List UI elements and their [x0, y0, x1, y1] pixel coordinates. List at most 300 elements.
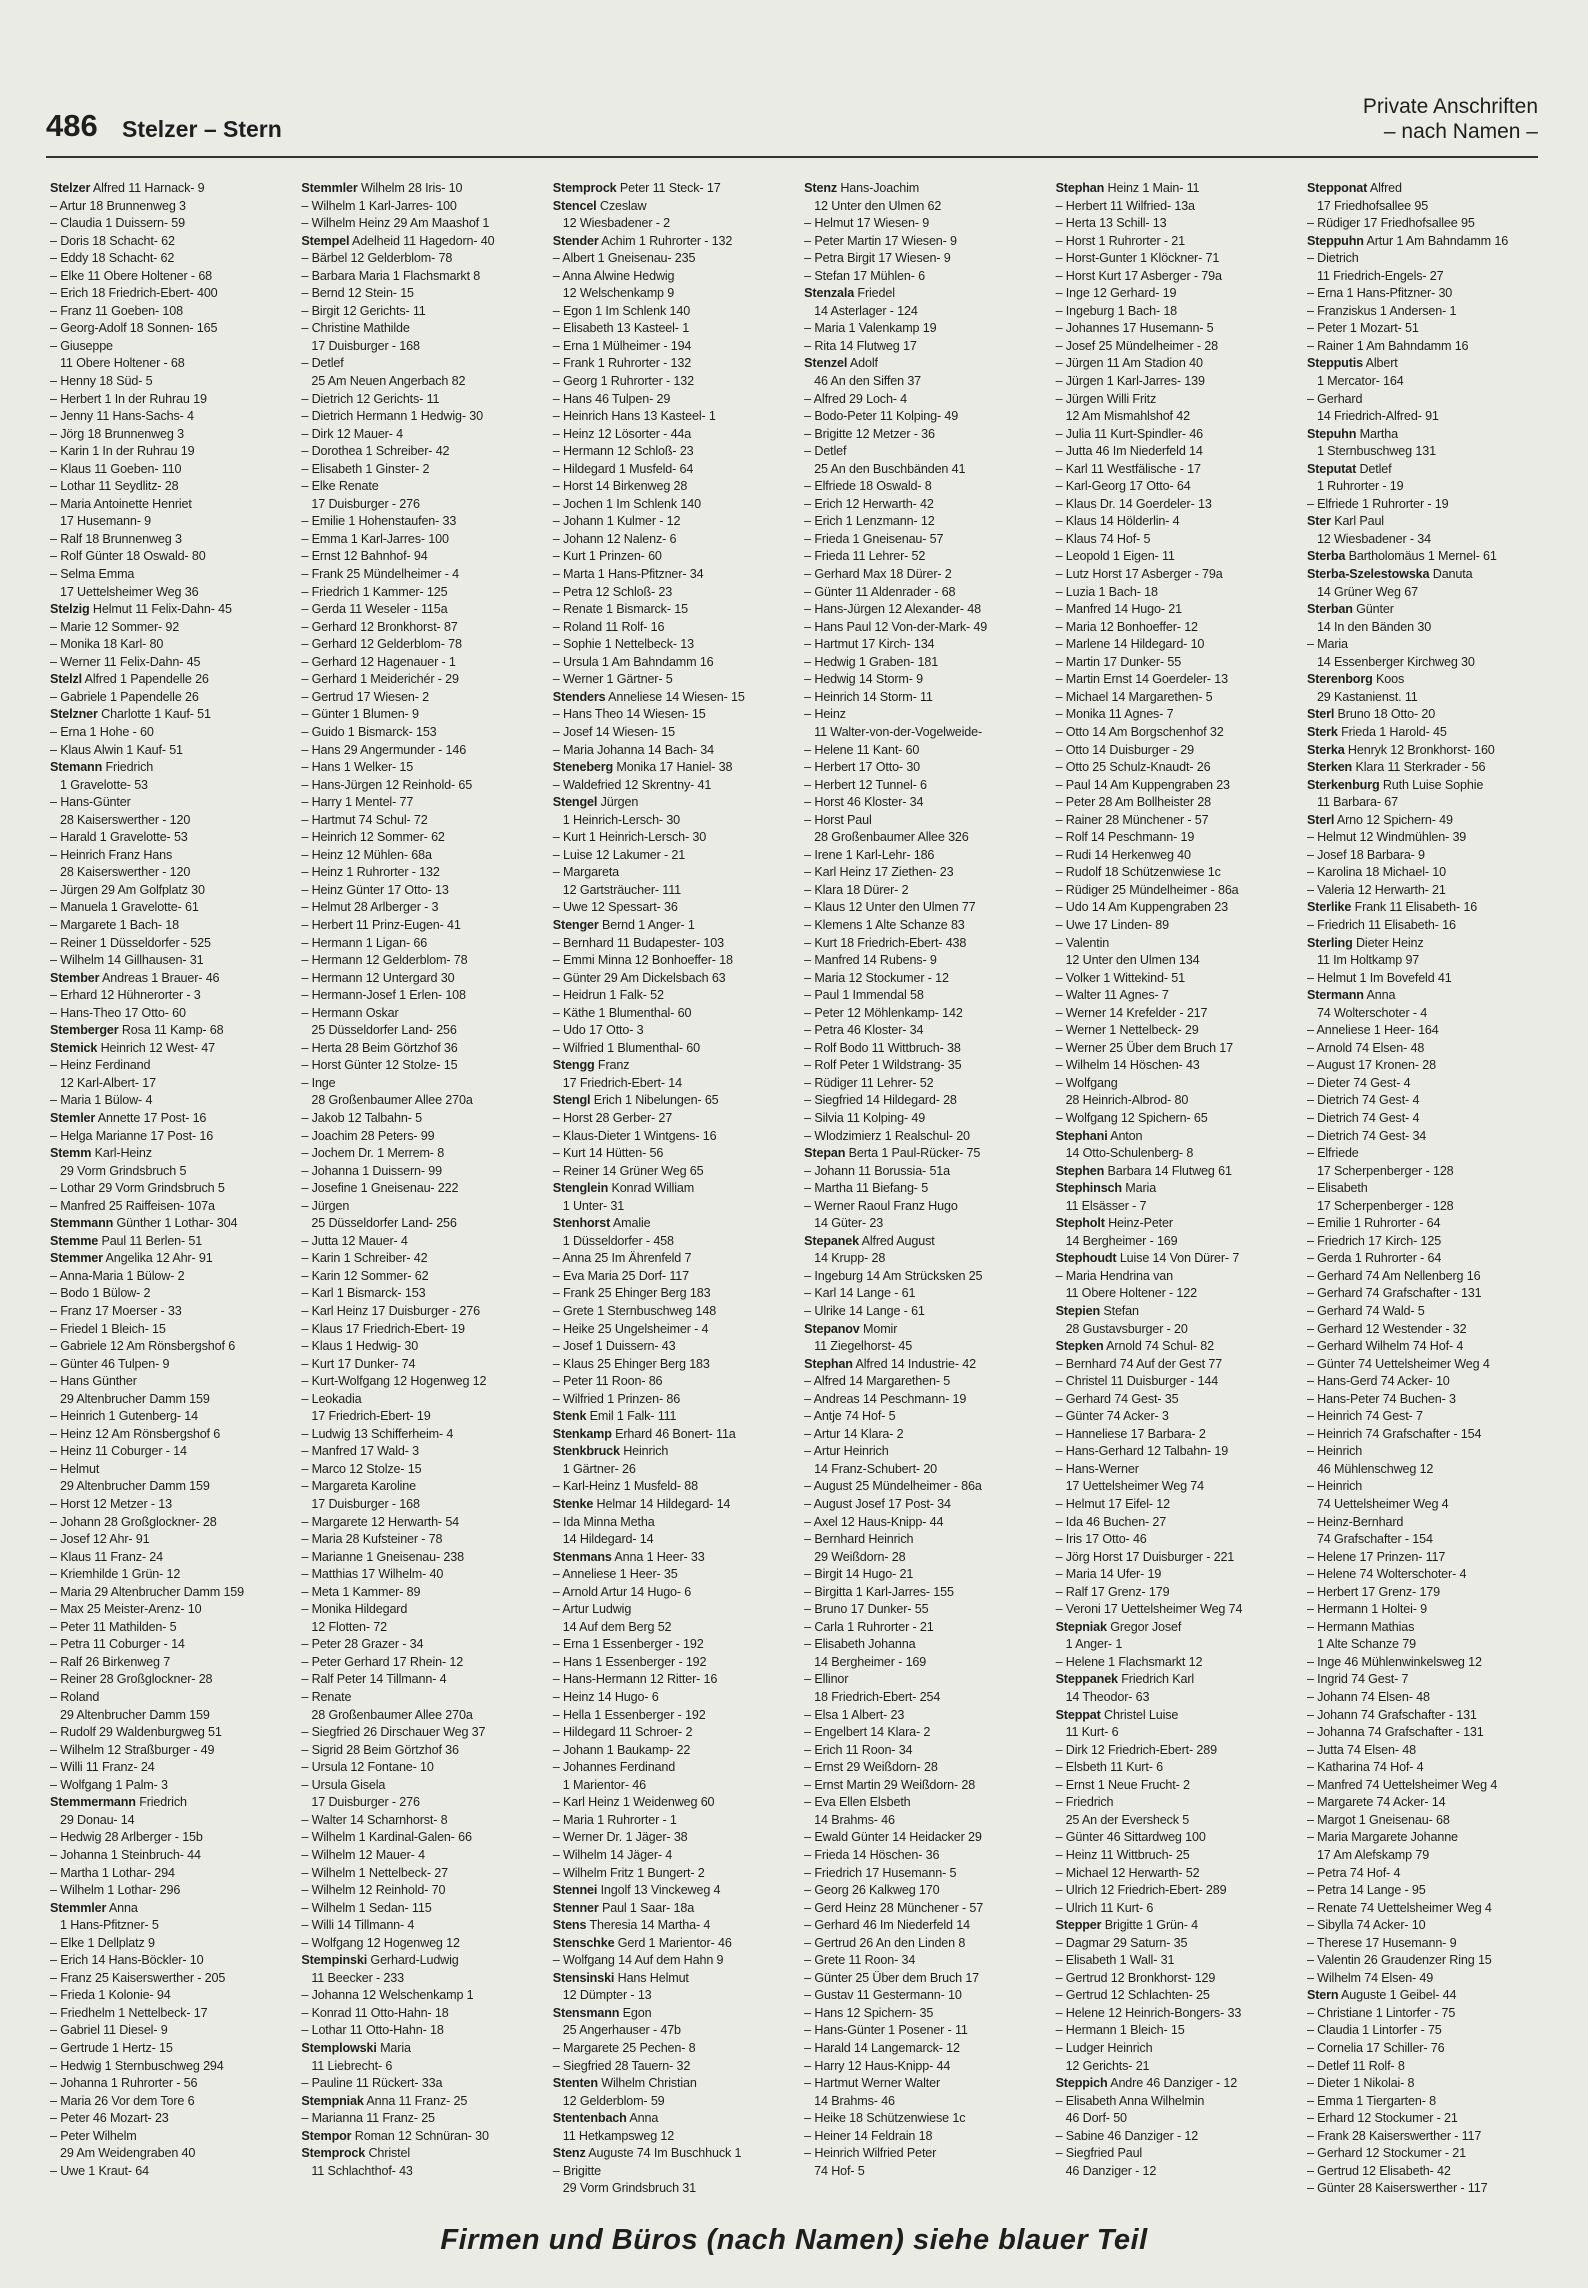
- directory-entry: – Ernst 12 Bahnhof- 94: [301, 549, 428, 564]
- directory-entry: 14 Hildegard- 14: [562, 1532, 654, 1547]
- directory-entry: – Hedwig 1 Graben- 181: [804, 654, 939, 669]
- directory-entry: – Klaus-Dieter 1 Wintgens- 16: [552, 1128, 717, 1143]
- directory-entry: – Helmut 17 Wiesen- 9: [804, 216, 930, 231]
- directory-entry: – Heike 18 Schützenwiese 1c: [804, 2111, 966, 2126]
- entry-surname: Stentenbach: [552, 2111, 627, 2126]
- directory-entry: – Maria 1 Ruhrorter - 1: [552, 1812, 677, 1827]
- directory-entry: Stelzner Charlotte 1 Kauf- 51: [50, 707, 211, 722]
- directory-entry: – Frieda 11 Lehrer- 52: [804, 549, 926, 564]
- directory-entry: – Johann 1 Baukamp- 22: [552, 1742, 691, 1757]
- directory-entry: – Werner 14 Krefelder - 217: [1055, 1005, 1208, 1020]
- directory-entry: – Hans Paul 12 Von-der-Mark- 49: [804, 619, 988, 634]
- directory-entry: – Johann 28 Großglockner- 28: [50, 1514, 217, 1529]
- directory-entry: 29 Weißdorn- 28: [814, 1549, 906, 1564]
- directory-entry: Stepken Arnold 74 Schul- 82: [1055, 1339, 1214, 1354]
- directory-entry: – Erich 1 Lenzmann- 12: [804, 514, 935, 529]
- directory-entry: – Wolfgang 1 Palm- 3: [50, 1777, 168, 1792]
- entry-surname: Stelzner: [50, 707, 98, 722]
- directory-entry: – Peter Martin 17 Wiesen- 9: [804, 233, 957, 248]
- directory-entry: – Elfriede 1 Ruhrorter - 19: [1306, 496, 1449, 511]
- directory-entry: – Inge 46 Mühlenwinkelsweg 12: [1306, 1654, 1482, 1669]
- directory-entry: 11 Hetkampsweg 12: [562, 2128, 675, 2143]
- directory-entry: – Eddy 18 Schacht- 62: [50, 251, 175, 266]
- directory-entry: – Klaus 17 Friedrich-Ebert- 19: [301, 1321, 465, 1336]
- directory-entry: 12 Gerichts- 21: [1065, 2058, 1150, 2073]
- directory-entry: Stemprock Peter 11 Steck- 17: [552, 181, 721, 195]
- directory-entry: Stempinski Gerhard-Ludwig: [301, 1953, 459, 1968]
- directory-entry: – Margarete 25 Pechen- 8: [552, 2040, 696, 2055]
- entry-surname: Sterka: [1306, 742, 1345, 757]
- directory-entry: – Christine Mathilde: [301, 321, 410, 336]
- entry-surname: Stepputis: [1306, 356, 1363, 371]
- directory-column-5: [1056, 180, 1299, 2178]
- directory-entry: – Wilhelm 12 Reinhold- 70: [301, 1883, 446, 1898]
- directory-entry: – Johann 74 Elsen- 48: [1306, 1690, 1430, 1705]
- directory-entry: – Leokadia: [301, 1391, 362, 1406]
- directory-entry: – Wlodzimierz 1 Realschul- 20: [804, 1128, 970, 1143]
- directory-entry: – Wilfried 1 Blumenthal- 60: [552, 1040, 700, 1055]
- entry-surname: Stengg: [552, 1058, 595, 1073]
- directory-entry: – Christiane 1 Lintorfer - 75: [1306, 2005, 1456, 2020]
- directory-entry: – Eva Ellen Elsbeth: [804, 1795, 911, 1810]
- directory-entry: – Hartmut 74 Schul- 72: [301, 812, 428, 827]
- directory-entry: – Renate 74 Uettelsheimer Weg 4: [1306, 1900, 1492, 1915]
- directory-entry: 14 Asterlager - 124: [814, 303, 918, 318]
- directory-entry: 11 Barbara- 67: [1316, 795, 1398, 810]
- directory-entry: – Hans-Peter 74 Buchen- 3: [1306, 1391, 1456, 1406]
- directory-entry: – Ludwig 13 Schifferheim- 4: [301, 1426, 454, 1441]
- entry-surname: Stenzala: [804, 286, 855, 301]
- entry-surname: Ster: [1306, 514, 1331, 529]
- directory-entry: Stelzer Alfred 11 Harnack- 9: [50, 181, 205, 195]
- directory-entry: – Emilie 1 Ruhrorter - 64: [1306, 1216, 1441, 1231]
- directory-entry: 17 Husemann- 9: [60, 514, 152, 529]
- directory-entry: – Ida Minna Metha: [552, 1514, 655, 1529]
- directory-entry: – Wolfgang 14 Auf dem Hahn 9: [552, 1953, 724, 1968]
- entry-surname: Stenglein: [552, 1181, 609, 1196]
- directory-entry: – Frank 25 Mündelheimer - 4: [301, 567, 460, 582]
- directory-entry: – Bernhard 74 Auf der Gest 77: [1055, 1356, 1223, 1371]
- entry-surname: Steputat: [1306, 461, 1357, 476]
- directory-entry: – Marco 12 Stolze- 15: [301, 1461, 422, 1476]
- directory-entry: – Horst Kurt 17 Asberger - 79a: [1055, 268, 1222, 283]
- directory-entry: – Lothar 29 Vorm Grindsbruch 5: [50, 1181, 225, 1196]
- directory-entry: – Anna 25 Im Ährenfeld 7: [552, 1251, 692, 1266]
- directory-entry: – Heinz 11 Wittbruch- 25: [1055, 1847, 1190, 1862]
- entry-surname: Stemler: [50, 1110, 96, 1125]
- entry-surname: Stenz: [552, 2146, 586, 2161]
- directory-entry: 11 Kurt- 6: [1065, 1725, 1119, 1740]
- directory-entry: – Wilhelm 1 Sedan- 115: [301, 1900, 432, 1915]
- directory-entry: – Alfred 29 Loch- 4: [804, 391, 908, 406]
- directory-entry: Stemmler Anna: [50, 1900, 138, 1915]
- directory-entry: – Petra 74 Hof- 4: [1306, 1865, 1401, 1880]
- directory-entry: – Ludger Heinrich: [1055, 2040, 1153, 2055]
- directory-entry: – Maria Antoinette Henriet: [50, 496, 192, 511]
- directory-entry: – Gerhard 74 Wald- 5: [1306, 1304, 1425, 1318]
- directory-entry: – Manfred 14 Hugo- 21: [1055, 602, 1182, 617]
- directory-entry: – Johann 1 Kulmer - 12: [552, 514, 681, 529]
- directory-entry: – Klaus Alwin 1 Kauf- 51: [50, 742, 183, 757]
- directory-entry: – Jürgen 11 Am Stadion 40: [1055, 356, 1203, 371]
- directory-entry: – Wilhelm 12 Mauer- 4: [301, 1847, 425, 1862]
- directory-entry: – Erna 1 Hohe - 60: [50, 724, 154, 739]
- directory-entry: – Guido 1 Bismarck- 153: [301, 724, 437, 739]
- directory-entry: – Dietrich: [1306, 251, 1359, 266]
- entry-surname: Stencel: [552, 198, 597, 213]
- directory-entry: – Horst 28 Gerber- 27: [552, 1110, 673, 1125]
- page-number: 486: [46, 108, 98, 143]
- entry-surname: Sterl: [1306, 812, 1335, 827]
- directory-entry: 25 Am Neuen Angerbach 82: [311, 374, 466, 389]
- entry-surname: Stensinski: [552, 1970, 615, 1985]
- directory-entry: – Gerhard 46 Im Niederfeld 14: [804, 1918, 970, 1933]
- directory-entry: – Horst Paul: [804, 812, 872, 827]
- directory-entry: – Ralf 17 Grenz- 179: [1055, 1584, 1170, 1599]
- directory-entry: – Hermann 1 Holtei- 9: [1306, 1602, 1427, 1617]
- directory-entry: – Birgit 12 Gerichts- 11: [301, 303, 426, 318]
- directory-entry: 1 Ruhrorter - 19: [1316, 479, 1404, 494]
- directory-entry: – Meta 1 Kammer- 89: [301, 1584, 421, 1599]
- directory-entry: – Gerhard 12 Gelderblom- 78: [301, 637, 462, 652]
- directory-entry: Stemmermann Friedrich: [50, 1795, 187, 1810]
- directory-entry: – Heidrun 1 Falk- 52: [552, 988, 664, 1003]
- directory-column-1: [50, 180, 293, 2178]
- directory-entry: – Herbert 11 Prinz-Eugen- 41: [301, 917, 461, 932]
- directory-entry: – Jörg 18 Brunnenweg 3: [50, 426, 184, 441]
- directory-entry: 74 Hof- 5: [814, 2163, 865, 2178]
- directory-entry: – Heinz Ferdinand: [50, 1058, 151, 1073]
- directory-entry: – Klaus 25 Ehinger Berg 183: [552, 1356, 710, 1371]
- directory-entry: – Georg 1 Ruhrorter - 132: [552, 374, 694, 389]
- directory-entry: – Heinz 12 Am Rönsbergshof 6: [50, 1426, 221, 1441]
- directory-entry: – Ernst 1 Neue Frucht- 2: [1055, 1777, 1190, 1792]
- directory-entry: – Hans-Jürgen 12 Reinhold- 65: [301, 777, 473, 792]
- directory-entry: – Otto 14 Duisburger - 29: [1055, 742, 1194, 757]
- entry-surname: Stelzig: [50, 602, 90, 617]
- directory-entry: – Inge: [301, 1075, 336, 1090]
- directory-entry: – Gertrud 12 Schlachten- 25: [1055, 1988, 1210, 2003]
- directory-entry: – Albert 1 Gneisenau- 235: [552, 251, 696, 266]
- directory-entry: – Otto 25 Schulz-Knaudt- 26: [1055, 760, 1211, 775]
- directory-entry: Stenzala Friedel: [804, 286, 895, 301]
- entry-surname: Stemick: [50, 1040, 98, 1055]
- entry-surname: Stemmler: [301, 181, 358, 195]
- directory-entry: – Heinrich: [1306, 1444, 1363, 1459]
- directory-entry: – Hans-Gerhard 12 Talbahn- 19: [1055, 1444, 1229, 1459]
- directory-entry: – Reiner 28 Großglockner- 28: [50, 1672, 213, 1687]
- directory-entry: – Rüdiger 25 Mündelheimer - 86a: [1055, 882, 1239, 897]
- directory-entry: – Kriemhilde 1 Grün- 12: [50, 1567, 181, 1582]
- directory-entry: – Elke 1 Dellplatz 9: [50, 1935, 155, 1950]
- directory-entry: 1 Gärtner- 26: [562, 1461, 636, 1476]
- directory-entry: – Rolf Bodo 11 Wittbruch- 38: [804, 1040, 961, 1055]
- directory-entry: – Giuseppe: [50, 338, 113, 353]
- directory-entry: – Karolina 18 Michael- 10: [1306, 865, 1447, 880]
- directory-entry: – Antje 74 Hof- 5: [804, 1409, 896, 1424]
- directory-entry: 74 Grafschafter - 154: [1316, 1532, 1433, 1547]
- directory-entry: 11 Walter-von-der-Vogelweide-: [814, 724, 983, 739]
- entry-surname: Stensmann: [552, 2005, 620, 2020]
- directory-entry: – Heinrich Franz Hans: [50, 847, 173, 862]
- directory-entry: Stender Achim 1 Ruhrorter - 132: [552, 233, 733, 248]
- directory-entry: – Detlef 11 Rolf- 8: [1306, 2058, 1405, 2073]
- directory-entry: – Rainer 28 Münchener - 57: [1055, 812, 1209, 827]
- entry-surname: Stemm: [50, 1146, 92, 1161]
- directory-entry: – Wilfried 1 Prinzen- 86: [552, 1391, 681, 1406]
- directory-entry: – Günter 74 Uettelsheimer Weg 4: [1306, 1356, 1490, 1371]
- directory-entry: – Alfred 14 Margarethen- 5: [804, 1374, 951, 1389]
- directory-entry: – Gerhard 1 Meiderichér - 29: [301, 672, 459, 687]
- entry-surname: Stenten: [552, 2076, 598, 2091]
- directory-entry: – Julia 11 Kurt-Spindler- 46: [1055, 426, 1204, 441]
- directory-entry: – Rita 14 Flutweg 17: [804, 338, 917, 353]
- directory-entry: 11 Beecker - 233: [311, 1970, 404, 1985]
- directory-entry: Stenner Paul 1 Saar- 18a: [552, 1900, 695, 1915]
- directory-entry: – Johannes 17 Husemann- 5: [1055, 321, 1214, 336]
- directory-entry: 1 Hans-Pfitzner- 5: [60, 1918, 159, 1933]
- directory-entry: 14 Bergheimer - 169: [1065, 1233, 1178, 1248]
- directory-entry: 17 Uettelsheimer Weg 74: [1065, 1479, 1204, 1494]
- directory-entry: – Gerd Heinz 28 Münchener - 57: [804, 1900, 984, 1915]
- directory-entry: – Heiner 14 Feldrain 18: [804, 2128, 933, 2143]
- directory-entry: – Klaus 11 Goeben- 110: [50, 461, 182, 476]
- directory-entry: – Heike 25 Ungelsheimer - 4: [552, 1321, 709, 1336]
- directory-entry: – Petra 14 Lange - 95: [1306, 1883, 1426, 1898]
- directory-entry: – Renate 1 Bismarck- 15: [552, 602, 688, 617]
- directory-entry: 1 Sternbuschweg 131: [1316, 444, 1436, 459]
- directory-entry: – Rudolf 29 Waldenburgweg 51: [50, 1725, 222, 1740]
- directory-entry: – Harald 1 Gravelotte- 53: [50, 830, 188, 845]
- directory-entry: – Udo 17 Otto- 3: [552, 1023, 644, 1038]
- entry-surname: Stennei: [552, 1883, 598, 1898]
- directory-entry: – Karl 11 Westfälische - 17: [1055, 461, 1201, 476]
- directory-entry: – Josef 12 Ahr- 91: [50, 1532, 150, 1547]
- directory-entry: – Heinrich: [1306, 1479, 1363, 1494]
- directory-entry: Stempniak Anna 11 Franz- 25: [301, 2093, 468, 2108]
- directory-entry: Stelzig Helmut 11 Felix-Dahn- 45: [50, 602, 232, 617]
- footer-note: Firmen und Büros (nach Namen) siehe blauer Teil: [440, 2224, 1148, 2256]
- entry-surname: Stemmann: [50, 1216, 114, 1231]
- directory-entry: – Heinz 12 Lösorter - 44a: [552, 426, 692, 441]
- directory-entry: – Gerhard 12 Westender - 32: [1306, 1321, 1467, 1336]
- directory-entry: Sterken Klara 11 Sterkrader - 56: [1306, 760, 1486, 775]
- entry-surname: Stenmans: [552, 1549, 612, 1564]
- directory-entry: – Manfred 25 Raiffeisen- 107a: [50, 1198, 215, 1213]
- directory-entry: – Günter 28 Kaiserswerther - 117: [1306, 2181, 1488, 2196]
- directory-entry: – Martin 17 Dunker- 55: [1055, 654, 1182, 669]
- directory-entry: 11 Ziegelhorst- 45: [814, 1339, 913, 1354]
- directory-entry: Stephoudt Luise 14 Von Dürer- 7: [1055, 1251, 1240, 1266]
- directory-entry: Stennei Ingolf 13 Vinckeweg 4: [552, 1883, 721, 1898]
- entry-surname: Sterken: [1306, 760, 1353, 775]
- directory-entry: – Wilhelm 74 Elsen- 49: [1306, 1970, 1434, 1985]
- directory-entry: – Erna 1 Hans-Pfitzner- 30: [1306, 286, 1453, 301]
- directory-entry: – Veroni 17 Uettelsheimer Weg 74: [1055, 1602, 1243, 1617]
- directory-entry: – Katharina 74 Hof- 4: [1306, 1760, 1424, 1775]
- directory-entry: – Karin 1 Schreiber- 42: [301, 1251, 428, 1266]
- directory-entry: Stenger Bernd 1 Anger- 1: [552, 917, 695, 932]
- directory-entry: – Werner 1 Nettelbeck- 29: [1055, 1023, 1199, 1038]
- directory-entry: – Karin 1 In der Ruhrau 19: [50, 444, 195, 459]
- directory-entry: – Johanna 12 Welschenkamp 1: [301, 1988, 474, 2003]
- directory-entry: Stermann Anna: [1306, 988, 1396, 1003]
- directory-entry: – Gabriele 12 Am Rönsbergshof 6: [50, 1339, 236, 1354]
- directory-entry: – Artur Ludwig: [552, 1602, 632, 1617]
- directory-entry: – Leopold 1 Eigen- 11: [1055, 549, 1175, 564]
- directory-entry: – Maria 1 Valenkamp 19: [804, 321, 937, 336]
- directory-entry: – Elsbeth 11 Kurt- 6: [1055, 1760, 1163, 1775]
- directory-entry: – Valeria 12 Herwarth- 21: [1306, 882, 1446, 897]
- directory-entry: – Hermann 12 Gelderblom- 78: [301, 953, 468, 968]
- directory-entry: – Rolf Günter 18 Oswald- 80: [50, 549, 206, 564]
- directory-entry: 12 Gartsträucher- 111: [562, 882, 681, 897]
- directory-entry: 17 Scherpenberger - 128: [1316, 1163, 1454, 1178]
- directory-entry: – Frieda 14 Höschen- 36: [804, 1847, 940, 1862]
- directory-entry: Stemplowski Maria: [301, 2040, 411, 2055]
- directory-entry: – Horst Günter 12 Stolze- 15: [301, 1058, 458, 1073]
- directory-entry: – Bodo-Peter 11 Kolping- 49: [804, 409, 959, 424]
- directory-entry: – Elisabeth 1 Ginster- 2: [301, 461, 430, 476]
- directory-entry: – Elisabeth: [1306, 1181, 1368, 1196]
- directory-entry: 29 Altenbrucher Damm 159: [60, 1707, 210, 1722]
- directory-entry: – August 17 Kronen- 28: [1306, 1058, 1436, 1073]
- directory-entry: – Jutta 74 Elsen- 48: [1306, 1742, 1416, 1757]
- directory-entry: – Heinz 1 Ruhrorter - 132: [301, 865, 440, 880]
- directory-entry: – Gerhard 12 Bronkhorst- 87: [301, 619, 458, 634]
- directory-entry: – Jürgen 29 Am Golfplatz 30: [50, 882, 205, 897]
- directory-column-4: [804, 180, 1047, 2178]
- directory-column-2: [301, 180, 544, 2178]
- directory-entry: – Klaus 74 Hof- 5: [1055, 531, 1151, 546]
- directory-entry: – Arnold Artur 14 Hugo- 6: [552, 1584, 692, 1599]
- directory-entry: 17 Scherpenberger - 128: [1316, 1198, 1454, 1213]
- directory-entry: – Helmut: [50, 1461, 100, 1476]
- directory-entry: – Monika 11 Agnes- 7: [1055, 707, 1174, 722]
- directory-entry: Stephen Barbara 14 Flutweg 61: [1055, 1163, 1232, 1178]
- directory-entry: – Günter 74 Acker- 3: [1055, 1409, 1169, 1424]
- directory-entry: – Willi 14 Tillmann- 4: [301, 1918, 415, 1933]
- directory-entry: Stenmans Anna 1 Heer- 33: [552, 1549, 705, 1564]
- directory-entry: – Sibylla 74 Acker- 10: [1306, 1918, 1426, 1933]
- directory-entry: – Sigrid 28 Beim Görtzhof 36: [301, 1742, 459, 1757]
- directory-entry: Stephan Heinz 1 Main- 11: [1055, 181, 1200, 195]
- directory-entry: – Klaus 14 Hölderlin- 4: [1055, 514, 1180, 529]
- directory-entry: – Siegfried 28 Tauern- 32: [552, 2058, 691, 2073]
- directory-entry: 14 Krupp- 28: [814, 1251, 886, 1266]
- entry-surname: Stepanov: [804, 1321, 860, 1336]
- entry-surname: Stepholt: [1055, 1216, 1105, 1231]
- directory-entry: – Hildegard 1 Musfeld- 64: [552, 461, 694, 476]
- directory-entry: 11 Liebrecht- 6: [311, 2058, 393, 2073]
- directory-entry: – Iris 17 Otto- 46: [1055, 1532, 1147, 1547]
- directory-entry: – Maria Hendrina van: [1055, 1268, 1173, 1283]
- directory-entry: Stenk Emil 1 Falk- 111: [552, 1409, 677, 1424]
- directory-entry: – Ulrike 14 Lange - 61: [804, 1304, 925, 1318]
- directory-entry: – Klemens 1 Alte Schanze 83: [804, 917, 965, 932]
- directory-entry: – Erna 1 Essenberger - 192: [552, 1637, 704, 1652]
- directory-entry: – Wilhelm Fritz 1 Bungert- 2: [552, 1865, 705, 1880]
- entry-surname: Stenz: [804, 181, 838, 195]
- directory-entry: – Grete 1 Sternbuschweg 148: [552, 1304, 717, 1318]
- directory-entry: Stemme Paul 11 Berlen- 51: [50, 1233, 203, 1248]
- directory-entry: – Maria 29 Altenbrucher Damm 159: [50, 1584, 245, 1599]
- directory-entry: – Friedrich 17 Kirch- 125: [1306, 1233, 1442, 1248]
- directory-entry: – Hans Theo 14 Wiesen- 15: [552, 707, 706, 722]
- directory-entry: – Harry 1 Mentel- 77: [301, 795, 414, 810]
- directory-entry: – Anneliese 1 Heer- 164: [1306, 1023, 1439, 1038]
- entry-surname: Stemmer: [50, 1251, 103, 1266]
- directory-entry: – Ellinor: [804, 1672, 849, 1687]
- directory-entry: Stember Andreas 1 Brauer- 46: [50, 970, 220, 985]
- directory-entry: – Bernhard Heinrich: [804, 1532, 914, 1547]
- directory-entry: – Georg 26 Kalkweg 170: [804, 1883, 940, 1898]
- directory-entry: Stengel Jürgen: [552, 795, 639, 810]
- directory-entry: 14 In den Bänden 30: [1316, 619, 1432, 634]
- directory-entry: – Helene 17 Prinzen- 117: [1306, 1549, 1446, 1564]
- entry-surname: Stengel: [552, 795, 598, 810]
- directory-entry: Stemmer Angelika 12 Ahr- 91: [50, 1251, 213, 1266]
- directory-entry: – Christel 11 Duisburger - 144: [1055, 1374, 1219, 1389]
- directory-entry: – Franz 25 Kaiserswerther - 205: [50, 1970, 226, 1985]
- directory-entry: – Heinz: [804, 707, 846, 722]
- directory-entry: – Sabine 46 Danziger - 12: [1055, 2128, 1199, 2143]
- entry-surname: Stenke: [552, 1497, 594, 1512]
- directory-entry: Steppuhn Artur 1 Am Bahndamm 16: [1306, 233, 1509, 248]
- directory-entry: Stenz Auguste 74 Im Buschhuck 1: [552, 2146, 742, 2161]
- directory-entry: – Manuela 1 Gravelotte- 61: [50, 900, 199, 915]
- directory-entry: – Uwe 12 Spessart- 36: [552, 900, 678, 915]
- directory-entry: 14 Grüner Weg 67: [1316, 584, 1418, 599]
- directory-entry: – Walter 11 Agnes- 7: [1055, 988, 1169, 1003]
- directory-entry: 17 Uettelsheimer Weg 36: [60, 584, 199, 599]
- directory-entry: Sterl Arno 12 Spichern- 49: [1306, 812, 1453, 827]
- entry-surname: Stempor: [301, 2128, 352, 2143]
- directory-entry: – Horst-Gunter 1 Klöckner- 71: [1055, 251, 1220, 266]
- directory-entry: – Stefan 17 Mühlen- 6: [804, 268, 925, 283]
- directory-entry: Stepan Berta 1 Paul-Rücker- 75: [804, 1146, 981, 1161]
- directory-entry: 12 Unter den Ulmen 134: [1065, 953, 1200, 968]
- entry-surname: Stepan: [804, 1146, 846, 1161]
- directory-entry: – Josef 1 Duissern- 43: [552, 1339, 676, 1354]
- directory-entry: – Dirk 12 Mauer- 4: [301, 426, 403, 441]
- directory-entry: – Anna-Maria 1 Bülow- 2: [50, 1268, 185, 1283]
- directory-entry: Stepanek Alfred August: [804, 1233, 935, 1248]
- directory-entry: – Dietrich 74 Gest- 4: [1306, 1093, 1420, 1108]
- entry-surname: Steppich: [1055, 2076, 1108, 2091]
- directory-entry: – Helene 1 Flachsmarkt 12: [1055, 1654, 1203, 1669]
- entry-surname: Sterba-Szelestowska: [1306, 567, 1430, 582]
- directory-entry: – Johann 11 Borussia- 51a: [804, 1163, 951, 1178]
- directory-entry: 12 Dümpter - 13: [562, 1988, 652, 2003]
- entry-surname: Stengl: [552, 1093, 591, 1108]
- directory-entry: – Gertrud 17 Wiesen- 2: [301, 689, 429, 704]
- directory-entry: – Elfriede 18 Oswald- 8: [804, 479, 932, 494]
- directory-entry: – Herbert 1 In der Ruhrau 19: [50, 391, 207, 406]
- directory-entry: 25 An den Buschbänden 41: [814, 461, 966, 476]
- directory-entry: – Horst 14 Birkenweg 28: [552, 479, 688, 494]
- directory-entry: – Jürgen: [301, 1198, 350, 1213]
- directory-entry: Ster Karl Paul: [1306, 514, 1384, 529]
- header-rule: [46, 156, 1538, 158]
- directory-entry: Sterling Dieter Heinz: [1306, 935, 1424, 950]
- directory-entry: – Herbert 17 Grenz- 179: [1306, 1584, 1441, 1599]
- directory-entry: Stenkamp Erhard 46 Bonert- 11a: [552, 1426, 736, 1441]
- directory-entry: – Maria 12 Stockumer - 12: [804, 970, 949, 985]
- directory-entry: 12 Karl-Albert- 17: [60, 1075, 156, 1090]
- directory-entry: – Dieter 1 Nikolai- 8: [1306, 2076, 1415, 2091]
- directory-entry: – Rainer 1 Am Bahndamm 16: [1306, 338, 1469, 353]
